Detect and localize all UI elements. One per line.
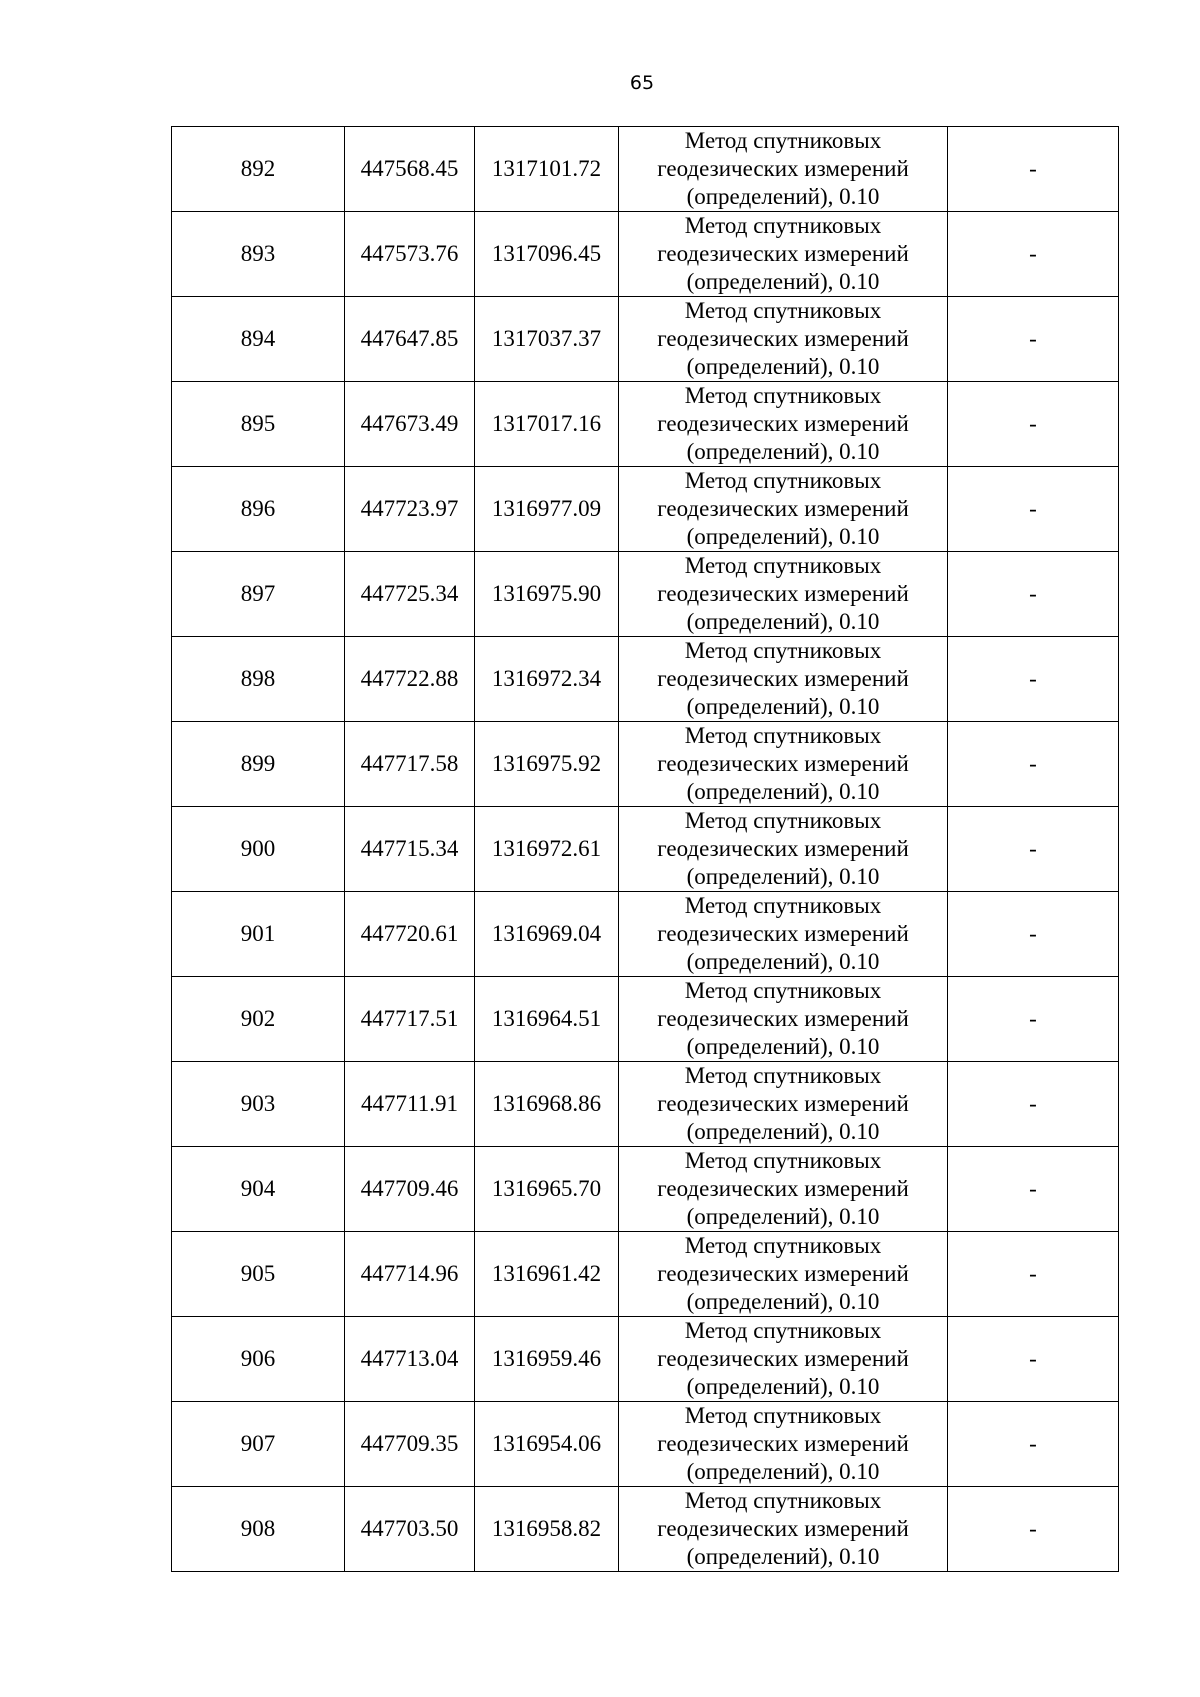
method-text-line: Метод спутниковых xyxy=(684,978,882,1003)
method-cell xyxy=(619,1487,948,1572)
x-coordinate-cell: 447568.45 xyxy=(345,127,475,212)
point-number-cell: 897 xyxy=(172,552,345,637)
coordinates-table xyxy=(171,126,1119,1572)
method-text-line: (определений), 0.10 xyxy=(686,1544,880,1569)
table-row xyxy=(172,212,1119,297)
method-cell xyxy=(619,892,948,977)
method-text-line: геодезических измерений xyxy=(657,751,909,776)
y-coordinate-cell: 1316969.04 xyxy=(475,892,619,977)
method-cell xyxy=(619,977,948,1062)
y-coordinate-cell: 1316968.86 xyxy=(475,1062,619,1147)
y-coordinate-cell: 1317096.45 xyxy=(475,212,619,297)
x-coordinate-cell: 447647.85 xyxy=(345,297,475,382)
x-coordinate-cell: 447709.35 xyxy=(345,1402,475,1487)
point-number-cell: 903 xyxy=(172,1062,345,1147)
method-text-line: Метод спутниковых xyxy=(684,1063,882,1088)
method-text-line: (определений), 0.10 xyxy=(686,1459,880,1484)
table-row xyxy=(172,1062,1119,1147)
point-number-cell: 901 xyxy=(172,892,345,977)
method-text-line: Метод спутниковых xyxy=(684,553,882,578)
method-text-line: геодезических измерений xyxy=(657,921,909,946)
method-text-line: Метод спутниковых xyxy=(684,468,882,493)
table-row xyxy=(172,977,1119,1062)
point-number-cell: 899 xyxy=(172,722,345,807)
method-text-line: геодезических измерений xyxy=(657,1516,909,1541)
x-coordinate-cell: 447723.97 xyxy=(345,467,475,552)
x-coordinate-cell: 447713.04 xyxy=(345,1317,475,1402)
method-text-line: (определений), 0.10 xyxy=(686,1374,880,1399)
point-number-cell: 895 xyxy=(172,382,345,467)
method-text-line: Метод спутниковых xyxy=(684,1233,882,1258)
x-coordinate-cell: 447717.51 xyxy=(345,977,475,1062)
note-cell: - xyxy=(948,722,1119,807)
method-cell xyxy=(619,1147,948,1232)
method-cell xyxy=(619,722,948,807)
coordinates-table-body xyxy=(172,127,1119,1572)
note-cell: - xyxy=(948,382,1119,467)
method-text-line: Метод спутниковых xyxy=(684,1403,882,1428)
method-text-line: (определений), 0.10 xyxy=(686,269,880,294)
x-coordinate-cell: 447725.34 xyxy=(345,552,475,637)
method-text-line: (определений), 0.10 xyxy=(686,1289,880,1314)
point-number-cell: 906 xyxy=(172,1317,345,1402)
point-number-cell: 908 xyxy=(172,1487,345,1572)
method-cell xyxy=(619,127,948,212)
method-text-line: геодезических измерений xyxy=(657,1261,909,1286)
point-number-cell: 894 xyxy=(172,297,345,382)
y-coordinate-cell: 1316958.82 xyxy=(475,1487,619,1572)
method-text-line: геодезических измерений xyxy=(657,156,909,181)
note-cell: - xyxy=(948,977,1119,1062)
method-cell xyxy=(619,382,948,467)
x-coordinate-cell: 447717.58 xyxy=(345,722,475,807)
table-row xyxy=(172,467,1119,552)
note-cell: - xyxy=(948,552,1119,637)
note-cell: - xyxy=(948,637,1119,722)
method-text-line: Метод спутниковых xyxy=(684,298,882,323)
x-coordinate-cell: 447573.76 xyxy=(345,212,475,297)
point-number-cell: 907 xyxy=(172,1402,345,1487)
x-coordinate-cell: 447722.88 xyxy=(345,637,475,722)
method-text-line: геодезических измерений xyxy=(657,411,909,436)
point-number-cell: 893 xyxy=(172,212,345,297)
note-cell: - xyxy=(948,1147,1119,1232)
y-coordinate-cell: 1316975.92 xyxy=(475,722,619,807)
note-cell: - xyxy=(948,127,1119,212)
y-coordinate-cell: 1317101.72 xyxy=(475,127,619,212)
note-cell: - xyxy=(948,1487,1119,1572)
table-row xyxy=(172,807,1119,892)
y-coordinate-cell: 1316977.09 xyxy=(475,467,619,552)
point-number-cell: 892 xyxy=(172,127,345,212)
note-cell: - xyxy=(948,1402,1119,1487)
method-cell xyxy=(619,552,948,637)
method-cell xyxy=(619,637,948,722)
method-text-line: Метод спутниковых xyxy=(684,723,882,748)
method-text-line: (определений), 0.10 xyxy=(686,609,880,634)
table-row xyxy=(172,1147,1119,1232)
point-number-cell: 905 xyxy=(172,1232,345,1317)
method-text-line: Метод спутниковых xyxy=(684,383,882,408)
point-number-cell: 904 xyxy=(172,1147,345,1232)
method-text-line: геодезических измерений xyxy=(657,1431,909,1456)
method-text-line: геодезических измерений xyxy=(657,836,909,861)
method-text-line: (определений), 0.10 xyxy=(686,354,880,379)
table-row xyxy=(172,722,1119,807)
note-cell: - xyxy=(948,212,1119,297)
method-text-line: геодезических измерений xyxy=(657,581,909,606)
method-text-line: (определений), 0.10 xyxy=(686,1119,880,1144)
y-coordinate-cell: 1316961.42 xyxy=(475,1232,619,1317)
method-text-line: Метод спутниковых xyxy=(684,1318,882,1343)
table-row xyxy=(172,1317,1119,1402)
method-text-line: геодезических измерений xyxy=(657,1176,909,1201)
method-text-line: Метод спутниковых xyxy=(684,638,882,663)
x-coordinate-cell: 447711.91 xyxy=(345,1062,475,1147)
y-coordinate-cell: 1317017.16 xyxy=(475,382,619,467)
y-coordinate-cell: 1316972.34 xyxy=(475,637,619,722)
point-number-cell: 896 xyxy=(172,467,345,552)
method-text-line: (определений), 0.10 xyxy=(686,1034,880,1059)
method-text-line: геодезических измерений xyxy=(657,1006,909,1031)
x-coordinate-cell: 447709.46 xyxy=(345,1147,475,1232)
table-row xyxy=(172,297,1119,382)
method-text-line: (определений), 0.10 xyxy=(686,694,880,719)
method-text-line: (определений), 0.10 xyxy=(686,1204,880,1229)
point-number-cell: 898 xyxy=(172,637,345,722)
method-text-line: геодезических измерений xyxy=(657,1346,909,1371)
method-text-line: Метод спутниковых xyxy=(684,1148,882,1173)
method-text-line: Метод спутниковых xyxy=(684,893,882,918)
method-text-line: (определений), 0.10 xyxy=(686,184,880,209)
table-row xyxy=(172,1232,1119,1317)
method-text-line: геодезических измерений xyxy=(657,326,909,351)
method-text-line: (определений), 0.10 xyxy=(686,949,880,974)
method-text-line: Метод спутниковых xyxy=(684,808,882,833)
x-coordinate-cell: 447714.96 xyxy=(345,1232,475,1317)
x-coordinate-cell: 447720.61 xyxy=(345,892,475,977)
table-row xyxy=(172,892,1119,977)
y-coordinate-cell: 1316959.46 xyxy=(475,1317,619,1402)
table-row xyxy=(172,382,1119,467)
method-text-line: Метод спутниковых xyxy=(684,213,882,238)
table-row xyxy=(172,637,1119,722)
table-row xyxy=(172,1487,1119,1572)
note-cell: - xyxy=(948,467,1119,552)
method-text-line: Метод спутниковых xyxy=(684,128,882,153)
method-text-line: (определений), 0.10 xyxy=(686,524,880,549)
method-cell xyxy=(619,297,948,382)
point-number-cell: 902 xyxy=(172,977,345,1062)
y-coordinate-cell: 1316954.06 xyxy=(475,1402,619,1487)
table-row xyxy=(172,127,1119,212)
y-coordinate-cell: 1316964.51 xyxy=(475,977,619,1062)
method-text-line: геодезических измерений xyxy=(657,241,909,266)
x-coordinate-cell: 447715.34 xyxy=(345,807,475,892)
table-row xyxy=(172,552,1119,637)
y-coordinate-cell: 1316975.90 xyxy=(475,552,619,637)
x-coordinate-cell: 447703.50 xyxy=(345,1487,475,1572)
method-cell xyxy=(619,467,948,552)
method-text-line: Метод спутниковых xyxy=(684,1488,882,1513)
y-coordinate-cell: 1316965.70 xyxy=(475,1147,619,1232)
note-cell: - xyxy=(948,1232,1119,1317)
method-cell xyxy=(619,1062,948,1147)
method-cell xyxy=(619,807,948,892)
method-text-line: (определений), 0.10 xyxy=(686,439,880,464)
method-text-line: геодезических измерений xyxy=(657,1091,909,1116)
note-cell: - xyxy=(948,1317,1119,1402)
method-text-line: (определений), 0.10 xyxy=(686,864,880,889)
method-cell xyxy=(619,1317,948,1402)
note-cell: - xyxy=(948,1062,1119,1147)
method-cell xyxy=(619,1232,948,1317)
point-number-cell: 900 xyxy=(172,807,345,892)
method-text-line: геодезических измерений xyxy=(657,666,909,691)
method-text-line: геодезических измерений xyxy=(657,496,909,521)
table-row xyxy=(172,1402,1119,1487)
y-coordinate-cell: 1316972.61 xyxy=(475,807,619,892)
note-cell: - xyxy=(948,892,1119,977)
note-cell: - xyxy=(948,807,1119,892)
page-number: 65 xyxy=(629,72,655,94)
y-coordinate-cell: 1317037.37 xyxy=(475,297,619,382)
method-cell xyxy=(619,212,948,297)
method-cell xyxy=(619,1402,948,1487)
method-text-line: (определений), 0.10 xyxy=(686,779,880,804)
x-coordinate-cell: 447673.49 xyxy=(345,382,475,467)
note-cell: - xyxy=(948,297,1119,382)
